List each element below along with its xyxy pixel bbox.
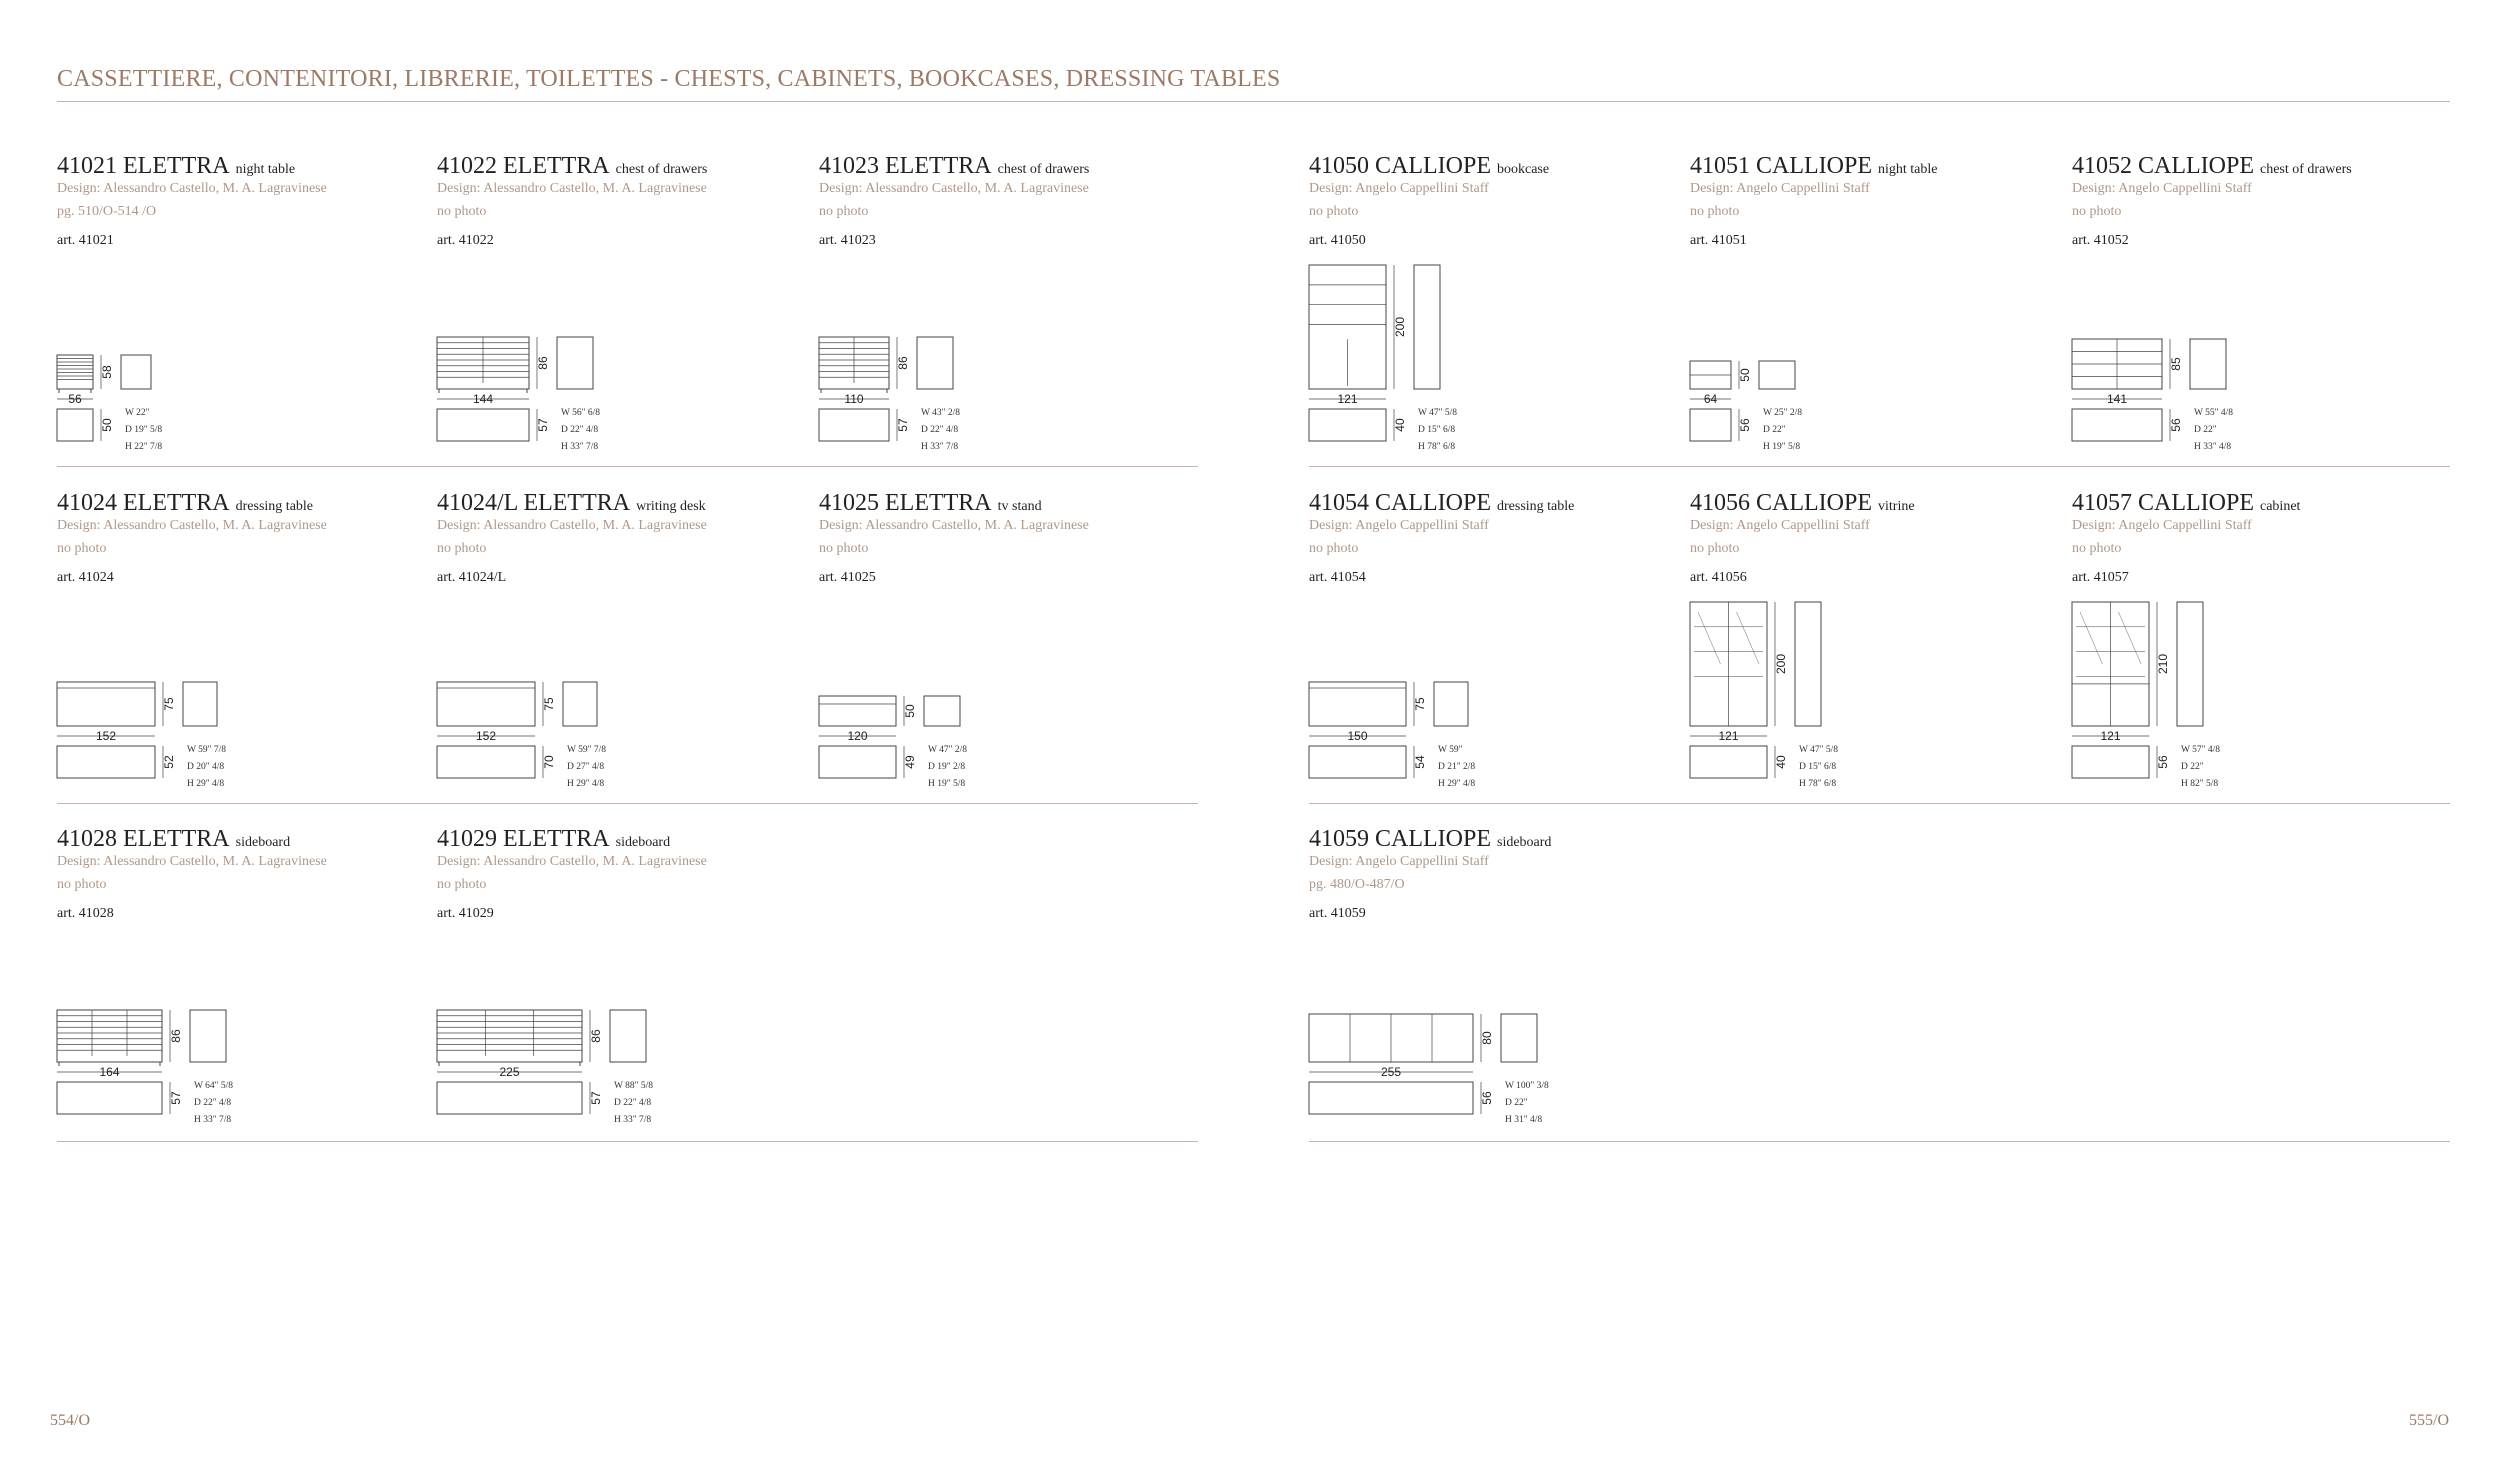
height-label: 85 xyxy=(2169,357,2183,371)
inch-dimensions xyxy=(928,742,967,793)
product-card xyxy=(1309,153,1679,473)
product-art-number: art. 41050 xyxy=(1309,233,1366,248)
product-card xyxy=(2072,490,2442,810)
plan-view xyxy=(437,409,529,441)
plan-view xyxy=(437,746,535,778)
inch-dimensions xyxy=(1505,1078,1549,1129)
inch-dimensions xyxy=(2194,405,2233,456)
depth-inches: D 22" xyxy=(2181,762,2204,772)
product-description: tv stand xyxy=(997,499,1042,514)
product-description: sideboard xyxy=(615,835,671,850)
product-description: vitrine xyxy=(1878,499,1915,514)
width-label: 110 xyxy=(844,392,864,406)
product-photo-ref: no photo xyxy=(2072,204,2122,219)
height-inches: H 29" 4/8 xyxy=(1438,779,1476,789)
depth-label: 56 xyxy=(1480,1091,1494,1105)
product-description: night table xyxy=(1878,162,1938,177)
product-photo-ref: no photo xyxy=(819,541,869,556)
depth-inches: D 19" 2/8 xyxy=(928,762,966,772)
depth-label: 49 xyxy=(903,755,917,769)
product-art-number: art. 41025 xyxy=(819,570,876,585)
side-view xyxy=(1414,265,1440,389)
product-photo-ref: no photo xyxy=(1690,204,1740,219)
depth-inches: D 19" 5/8 xyxy=(125,425,163,435)
height-label: 50 xyxy=(903,704,917,718)
front-outline xyxy=(437,1010,582,1062)
depth-inches: D 15" 6/8 xyxy=(1799,762,1837,772)
inch-dimensions xyxy=(1799,742,1838,793)
height-inches: H 33" 7/8 xyxy=(194,1115,232,1125)
product-photo-ref: pg. 510/O-514 /O xyxy=(57,204,157,219)
product-art-number: art. 41022 xyxy=(437,233,494,248)
width-label: 225 xyxy=(499,1065,520,1079)
technical-drawing xyxy=(437,153,807,473)
product-card xyxy=(437,490,807,810)
height-label: 86 xyxy=(169,1029,183,1043)
product-code: 41050 CALLIOPE xyxy=(1309,153,1491,179)
height-inches: H 33" 7/8 xyxy=(561,442,599,452)
width-inches: W 47" 5/8 xyxy=(1418,408,1458,418)
product-card xyxy=(1690,490,2060,810)
height-label: 75 xyxy=(162,697,176,711)
product-description: sideboard xyxy=(1497,835,1552,850)
front-outline xyxy=(57,682,155,726)
inch-dimensions xyxy=(1763,405,1802,456)
plan-view xyxy=(819,746,896,778)
product-photo-ref: no photo xyxy=(57,877,107,892)
plan-view xyxy=(819,409,889,441)
product-code: 41052 CALLIOPE xyxy=(2072,153,2254,179)
product-art-number: art. 41054 xyxy=(1309,570,1366,585)
depth-inches: D 22" 4/8 xyxy=(921,425,959,435)
product-code: 41021 ELETTRA xyxy=(57,153,230,179)
inch-dimensions xyxy=(1418,405,1457,456)
product-photo-ref: no photo xyxy=(437,204,487,219)
product-designer: Design: Alessandro Castello, M. A. Lagravinese xyxy=(57,181,327,196)
depth-label: 57 xyxy=(896,418,910,432)
row-divider xyxy=(1309,466,2450,467)
page-number-right: 555/O xyxy=(2409,1412,2449,1429)
product-description: dressing table xyxy=(1497,499,1575,514)
width-label: 152 xyxy=(95,729,117,743)
product-art-number: art. 41057 xyxy=(2072,570,2129,585)
height-label: 80 xyxy=(1480,1031,1494,1045)
plan-view xyxy=(2072,409,2162,441)
product-designer: Design: Angelo Cappellini Staff xyxy=(1309,854,1489,869)
glass-reflection xyxy=(1698,612,1721,664)
product-designer: Design: Alessandro Castello, M. A. Lagravinese xyxy=(437,854,707,869)
depth-inches: D 15" 6/8 xyxy=(1418,425,1456,435)
height-label: 200 xyxy=(1393,316,1407,338)
side-view xyxy=(563,682,597,726)
product-designer: Design: Angelo Cappellini Staff xyxy=(1690,518,1870,533)
side-view xyxy=(1795,602,1821,726)
technical-drawing xyxy=(1690,153,2060,473)
product-art-number: art. 41023 xyxy=(819,233,876,248)
width-label: 121 xyxy=(2100,729,2121,743)
page-number-left: 554/O xyxy=(50,1412,90,1429)
product-card xyxy=(57,490,427,810)
product-art-number: art. 41029 xyxy=(437,906,494,921)
product-description: night table xyxy=(235,162,296,177)
side-view xyxy=(121,355,151,389)
product-designer: Design: Alessandro Castello, M. A. Lagravinese xyxy=(437,518,707,533)
height-label: 50 xyxy=(1738,368,1752,382)
product-description: chest of drawers xyxy=(2260,162,2352,177)
width-label: 255 xyxy=(1380,1065,1402,1079)
product-designer: Design: Alessandro Castello, M. A. Lagravinese xyxy=(57,518,327,533)
depth-label: 56 xyxy=(1738,418,1752,432)
product-code: 41051 CALLIOPE xyxy=(1690,153,1872,179)
height-inches: H 78" 6/8 xyxy=(1799,779,1837,789)
front-outline xyxy=(819,696,896,726)
plan-view xyxy=(2072,746,2149,778)
product-card xyxy=(57,826,427,1146)
product-description: chest of drawers xyxy=(997,162,1090,177)
depth-inches: D 20" 4/8 xyxy=(187,762,225,772)
technical-drawing xyxy=(1309,490,1679,810)
product-designer: Design: Alessandro Castello, M. A. Lagravinese xyxy=(819,518,1089,533)
height-label: 210 xyxy=(2156,653,2170,675)
product-description: cabinet xyxy=(2260,499,2301,514)
depth-label: 57 xyxy=(536,418,550,432)
technical-drawing xyxy=(437,490,807,810)
row-divider xyxy=(1309,803,2450,804)
product-art-number: art. 41059 xyxy=(1309,906,1366,921)
width-inches: W 64" 5/8 xyxy=(194,1081,234,1091)
product-card xyxy=(819,153,1189,473)
technical-drawing xyxy=(2072,490,2442,810)
width-label: 56 xyxy=(68,392,82,406)
glass-reflection xyxy=(2119,612,2142,664)
height-inches: H 33" 7/8 xyxy=(921,442,959,452)
width-inches: W 47" 5/8 xyxy=(1799,745,1839,755)
side-view xyxy=(924,696,960,726)
depth-label: 52 xyxy=(162,755,176,769)
product-designer: Design: Angelo Cappellini Staff xyxy=(1309,518,1489,533)
product-card xyxy=(437,826,807,1146)
technical-drawing xyxy=(819,153,1189,473)
plan-view xyxy=(1309,746,1406,778)
front-outline xyxy=(437,682,535,726)
product-code: 41057 CALLIOPE xyxy=(2072,490,2254,516)
row-divider xyxy=(1309,1141,2450,1142)
depth-label: 56 xyxy=(2156,755,2170,769)
depth-label: 50 xyxy=(100,418,114,432)
side-view xyxy=(610,1010,646,1062)
product-designer: Design: Angelo Cappellini Staff xyxy=(1309,181,1489,196)
height-inches: H 31" 4/8 xyxy=(1505,1115,1543,1125)
product-code: 41028 ELETTRA xyxy=(57,826,230,852)
plan-view xyxy=(57,746,155,778)
inch-dimensions xyxy=(614,1078,653,1129)
depth-label: 57 xyxy=(589,1091,603,1105)
width-label: 144 xyxy=(472,392,494,406)
depth-label: 56 xyxy=(2169,418,2183,432)
depth-label: 40 xyxy=(1774,755,1788,769)
inch-dimensions xyxy=(187,742,226,793)
depth-label: 57 xyxy=(169,1091,183,1105)
product-card xyxy=(2072,153,2442,473)
product-description: chest of drawers xyxy=(615,162,708,177)
product-card xyxy=(1690,153,2060,473)
technical-drawing xyxy=(1309,826,1679,1146)
product-description: writing desk xyxy=(636,499,706,514)
width-label: 64 xyxy=(1703,392,1718,406)
height-label: 75 xyxy=(542,697,556,711)
product-art-number: art. 41024/L xyxy=(437,570,507,585)
glass-reflection xyxy=(2080,612,2103,664)
height-label: 200 xyxy=(1774,653,1788,675)
product-designer: Design: Angelo Cappellini Staff xyxy=(2072,518,2252,533)
width-label: 150 xyxy=(1347,729,1368,743)
inch-dimensions xyxy=(194,1078,233,1129)
product-photo-ref: no photo xyxy=(1690,541,1740,556)
product-photo-ref: no photo xyxy=(1309,541,1359,556)
width-inches: W 47" 2/8 xyxy=(928,745,968,755)
width-label: 141 xyxy=(2106,392,2128,406)
product-photo-ref: no photo xyxy=(819,204,869,219)
height-inches: H 29" 4/8 xyxy=(187,779,225,789)
technical-drawing xyxy=(1309,153,1679,473)
row-divider xyxy=(57,1141,1198,1142)
height-inches: H 33" 4/8 xyxy=(2194,442,2232,452)
inch-dimensions xyxy=(2181,742,2220,793)
height-inches: H 29" 4/8 xyxy=(567,779,605,789)
inch-dimensions xyxy=(921,405,960,456)
product-photo-ref: no photo xyxy=(1309,204,1359,219)
front-outline xyxy=(57,1010,162,1062)
product-art-number: art. 41028 xyxy=(57,906,114,921)
technical-drawing xyxy=(819,490,1189,810)
side-view xyxy=(557,337,593,389)
side-view xyxy=(917,337,953,389)
height-label: 86 xyxy=(896,356,910,370)
depth-inches: D 27" 4/8 xyxy=(567,762,605,772)
width-inches: W 59" 7/8 xyxy=(187,745,227,755)
height-inches: H 19" 5/8 xyxy=(928,779,966,789)
inch-dimensions xyxy=(561,405,600,456)
width-label: 152 xyxy=(475,729,497,743)
product-designer: Design: Alessandro Castello, M. A. Lagravinese xyxy=(819,181,1089,196)
height-inches: H 33" 7/8 xyxy=(614,1115,652,1125)
product-code: 41024 ELETTRA xyxy=(57,490,230,516)
depth-label: 70 xyxy=(542,755,556,769)
width-label: 121 xyxy=(1337,392,1358,406)
product-card xyxy=(1309,490,1679,810)
side-view xyxy=(2190,339,2226,389)
plan-view xyxy=(437,1082,582,1114)
width-inches: W 43" 2/8 xyxy=(921,408,961,418)
width-label: 121 xyxy=(1718,729,1739,743)
side-view xyxy=(2177,602,2203,726)
product-code: 41022 ELETTRA xyxy=(437,153,610,179)
row-divider xyxy=(57,803,1198,804)
product-designer: Design: Angelo Cappellini Staff xyxy=(1690,181,1870,196)
front-outline xyxy=(1309,682,1406,726)
page-title: CASSETTIERE, CONTENITORI, LIBRERIE, TOILETTES - CHESTS, CABINETS, BOOKCASES, DRESSING TABLES xyxy=(57,66,1281,92)
height-label: 75 xyxy=(1413,697,1427,711)
product-code: 41054 CALLIOPE xyxy=(1309,490,1491,516)
product-art-number: art. 41051 xyxy=(1690,233,1747,248)
inch-dimensions xyxy=(567,742,606,793)
product-photo-ref: no photo xyxy=(437,877,487,892)
technical-drawing xyxy=(57,490,427,810)
depth-label: 40 xyxy=(1393,418,1407,432)
product-photo-ref: no photo xyxy=(57,541,107,556)
width-inches: W 55" 4/8 xyxy=(2194,408,2234,418)
side-view xyxy=(1434,682,1468,726)
side-view xyxy=(1759,361,1795,389)
width-inches: W 59" 7/8 xyxy=(567,745,607,755)
row-divider xyxy=(57,466,1198,467)
product-art-number: art. 41024 xyxy=(57,570,114,585)
width-inches: W 57" 4/8 xyxy=(2181,745,2221,755)
technical-drawing xyxy=(2072,153,2442,473)
depth-inches: D 22" 4/8 xyxy=(614,1098,652,1108)
product-code: 41029 ELETTRA xyxy=(437,826,610,852)
product-description: bookcase xyxy=(1497,162,1550,177)
height-inches: H 19" 5/8 xyxy=(1763,442,1801,452)
height-inches: H 82" 5/8 xyxy=(2181,779,2219,789)
side-view xyxy=(183,682,217,726)
plan-view xyxy=(1690,746,1767,778)
height-inches: H 22" 7/8 xyxy=(125,442,163,452)
width-inches: W 100" 3/8 xyxy=(1505,1081,1549,1091)
product-art-number: art. 41052 xyxy=(2072,233,2129,248)
depth-inches: D 21" 2/8 xyxy=(1438,762,1476,772)
product-photo-ref: pg. 480/O-487/O xyxy=(1309,877,1405,892)
depth-inches: D 22" xyxy=(2194,425,2217,435)
technical-drawing xyxy=(1690,490,2060,810)
product-description: sideboard xyxy=(235,835,291,850)
title-divider xyxy=(57,101,2450,102)
width-inches: W 56" 6/8 xyxy=(561,408,601,418)
technical-drawing xyxy=(57,826,427,1146)
product-art-number: art. 41056 xyxy=(1690,570,1747,585)
product-code: 41024/L ELETTRA xyxy=(437,490,631,516)
width-inches: W 22" xyxy=(125,408,150,418)
inch-dimensions xyxy=(125,405,162,456)
product-description: dressing table xyxy=(235,499,314,514)
plan-view xyxy=(57,409,93,441)
product-code: 41025 ELETTRA xyxy=(819,490,992,516)
depth-inches: D 22" xyxy=(1505,1098,1528,1108)
product-code: 41059 CALLIOPE xyxy=(1309,826,1491,852)
product-designer: Design: Alessandro Castello, M. A. Lagravinese xyxy=(437,181,707,196)
height-label: 86 xyxy=(589,1029,603,1043)
inch-dimensions xyxy=(1438,742,1475,793)
depth-inches: D 22" 4/8 xyxy=(194,1098,232,1108)
plan-view xyxy=(1309,409,1386,441)
width-inches: W 88" 5/8 xyxy=(614,1081,654,1091)
depth-label: 54 xyxy=(1413,755,1427,769)
plan-view xyxy=(1690,409,1731,441)
product-photo-ref: no photo xyxy=(437,541,487,556)
plan-view xyxy=(1309,1082,1473,1114)
width-inches: W 25" 2/8 xyxy=(1763,408,1803,418)
side-view xyxy=(190,1010,226,1062)
technical-drawing xyxy=(57,153,427,473)
product-card xyxy=(819,490,1189,810)
product-card xyxy=(57,153,427,473)
depth-inches: D 22" xyxy=(1763,425,1786,435)
side-view xyxy=(1501,1014,1537,1062)
product-code: 41023 ELETTRA xyxy=(819,153,992,179)
width-label: 120 xyxy=(847,729,868,743)
front-outline xyxy=(57,355,93,389)
product-designer: Design: Alessandro Castello, M. A. Lagravinese xyxy=(57,854,327,869)
width-inches: W 59" xyxy=(1438,745,1463,755)
product-code: 41056 CALLIOPE xyxy=(1690,490,1872,516)
plan-view xyxy=(57,1082,162,1114)
height-label: 58 xyxy=(100,365,114,379)
product-art-number: art. 41021 xyxy=(57,233,114,248)
glass-reflection xyxy=(1737,612,1760,664)
product-designer: Design: Angelo Cappellini Staff xyxy=(2072,181,2252,196)
height-inches: H 78" 6/8 xyxy=(1418,442,1456,452)
width-label: 164 xyxy=(99,1065,120,1079)
product-card xyxy=(1309,826,1679,1146)
product-photo-ref: no photo xyxy=(2072,541,2122,556)
depth-inches: D 22" 4/8 xyxy=(561,425,599,435)
product-card xyxy=(437,153,807,473)
height-label: 86 xyxy=(536,356,550,370)
